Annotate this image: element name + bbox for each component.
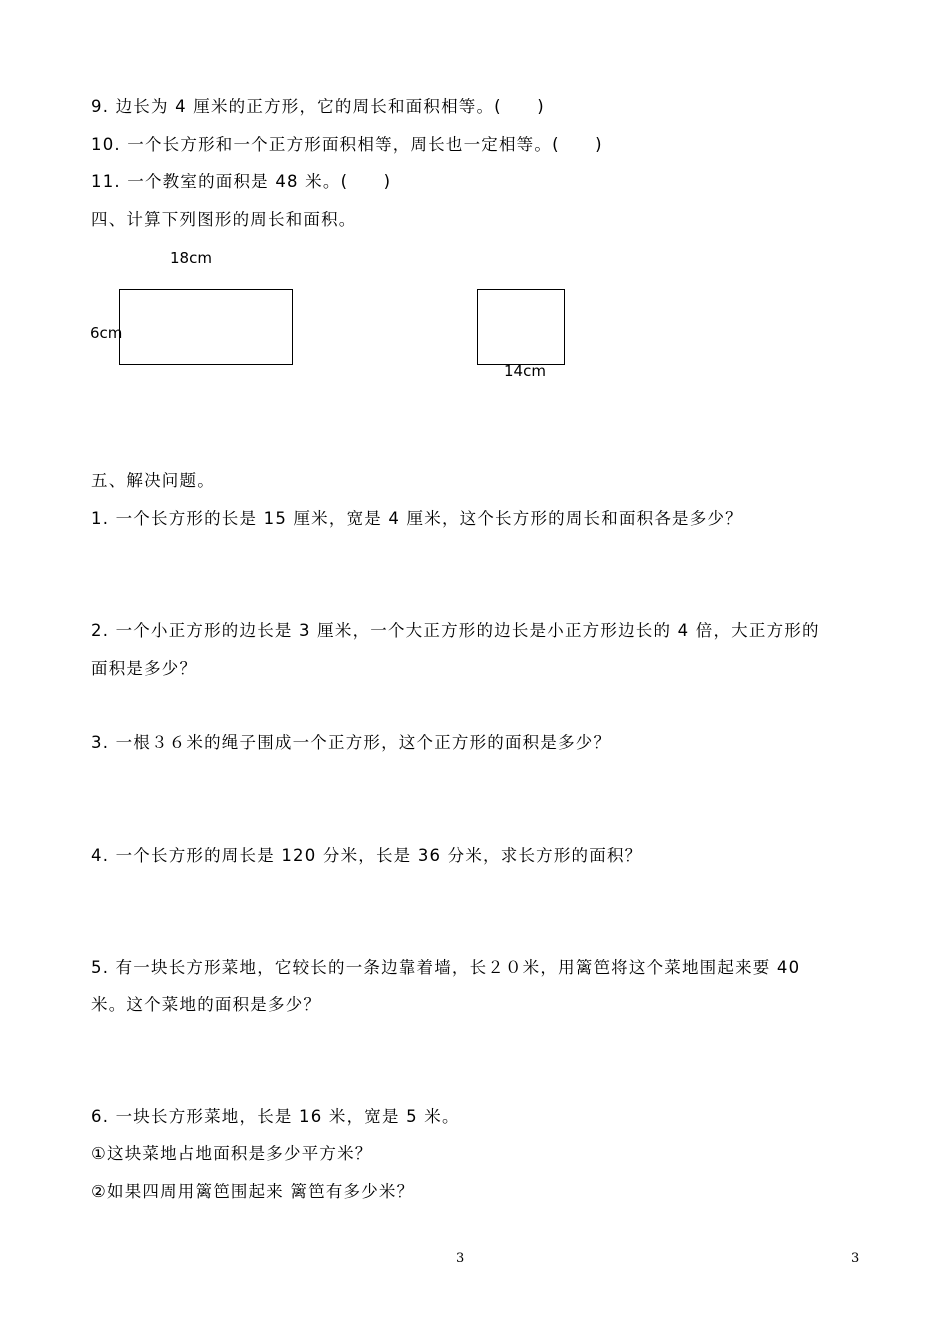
problem-5-line-2: 米。这个菜地的面积是多少？: [91, 995, 322, 1014]
problem-1: 1. 一个长方形的长是 15 厘米，宽是 4 厘米，这个长方形的周长和面积各是多少？: [91, 509, 743, 528]
page-number-right: 3: [851, 1251, 860, 1266]
question-11: 11. 一个教室的面积是 48 米。( ): [91, 172, 392, 191]
problem-6-sub-1: ①这块菜地占地面积是多少平方米？: [91, 1144, 373, 1163]
rect-length-label: 18cm: [170, 249, 212, 267]
square-figure: [477, 289, 565, 365]
problem-2-line-2: 面积是多少？: [91, 659, 198, 678]
question-9: 9. 边长为 4 厘米的正方形，它的周长和面积相等。( ): [91, 97, 545, 116]
section-5-title: 五、解决问题。: [91, 471, 215, 490]
rectangle-figure: [119, 289, 293, 365]
section-4-title: 四、计算下列图形的周长和面积。: [91, 210, 357, 229]
problem-5-line-1: 5. 有一块长方形菜地，它较长的一条边靠着墙，长２０米，用篱笆将这个菜地围起来要 40: [91, 958, 801, 977]
question-10: 10. 一个长方形和一个正方形面积相等，周长也一定相等。( ): [91, 135, 603, 154]
square-side-label: 14cm: [504, 362, 546, 380]
problem-4: 4. 一个长方形的周长是 120 分米，长是 36 分米，求长方形的面积？: [91, 846, 643, 865]
problem-6: 6. 一块长方形菜地，长是 16 米，宽是 5 米。: [91, 1107, 460, 1126]
problem-6-sub-2: ②如果四周用篱笆围起来 篱笆有多少米？: [91, 1182, 415, 1201]
problem-2-line-1: 2. 一个小正方形的边长是 3 厘米，一个大正方形的边长是小正方形边长的 4 倍，大正方形的: [91, 621, 820, 640]
page-number-center: 3: [456, 1251, 465, 1266]
problem-3: 3. 一根３６米的绳子围成一个正方形，这个正方形的面积是多少？: [91, 733, 612, 752]
rect-width-label: 6cm: [90, 324, 123, 342]
